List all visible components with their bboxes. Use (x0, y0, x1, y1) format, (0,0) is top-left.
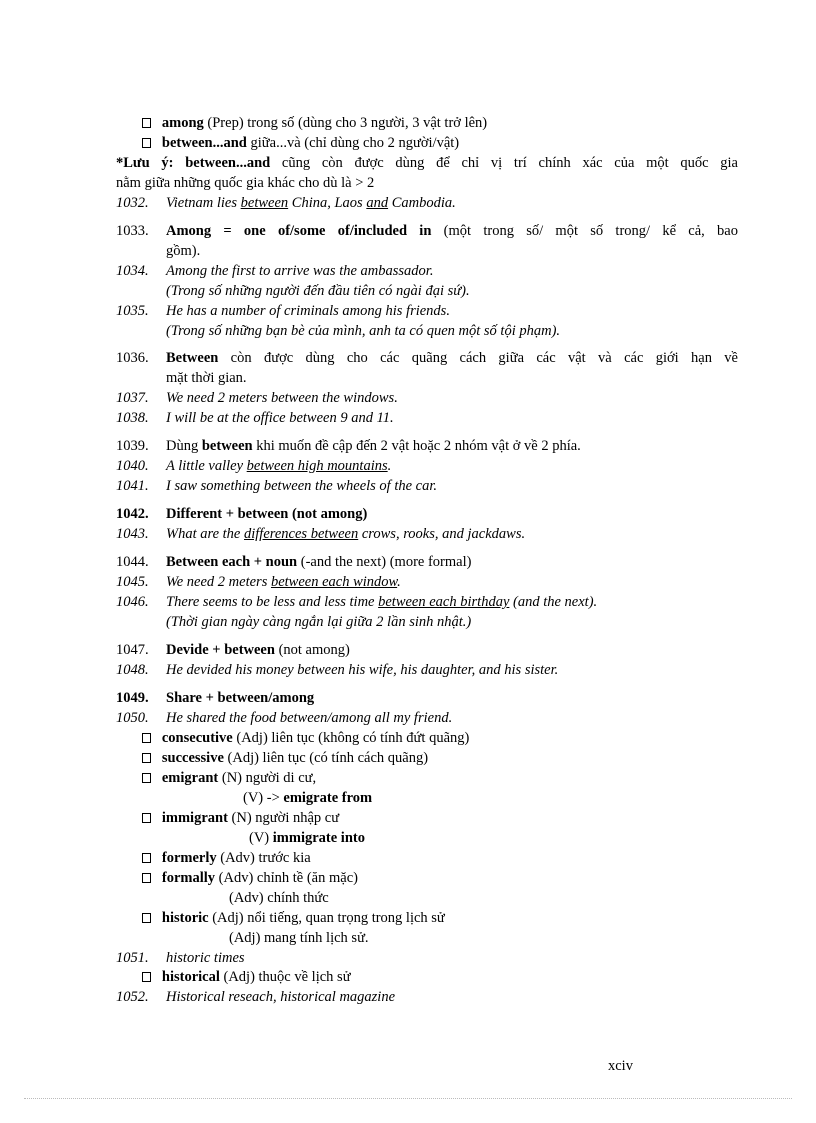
vocab-line-formally-sense2: (Adv) chính thức (229, 890, 329, 906)
vocab-line-between-and: between...and giữa...và (chỉ dùng cho 2 người/vật) (142, 133, 459, 153)
rule-1039: 1039. Dùng between khi muốn đề cập đến 2 vật hoặc 2 nhóm vật ở về 2 phía. (116, 438, 581, 454)
rule-1036: 1036. Between còn được dùng cho các quãng cách giữa các vật và các giới hạn về (116, 350, 738, 366)
checkbox-bullet-icon (142, 138, 151, 148)
vocab-line-emigrant: emigrant (N) người di cư, (142, 768, 316, 788)
example-1046: 1046. There seems to be less and less time between each birthday (and the next). (116, 594, 598, 610)
vocab-line-historic-sense2: (Adj) mang tính lịch sử. (229, 930, 369, 946)
vocab-line-successive: successive (Adj) liên tục (có tính cách quãng) (142, 748, 428, 768)
example-1043: 1043. What are the differences between crows, rooks, and jackdaws. (116, 526, 526, 542)
example-1046-translation: (Thời gian ngày càng ngắn lại giữa 2 lần sinh nhật.) (166, 614, 472, 630)
rule-1047: 1047. Devide + between (not among) (116, 642, 350, 658)
checkbox-bullet-icon (142, 773, 151, 783)
rule-1049: 1049. Share + between/among (116, 690, 315, 706)
vocab-line-emigrant-verb: (V) -> emigrate from (243, 790, 373, 806)
vocab-line-historical: historical (Adj) thuộc về lịch sử (142, 967, 351, 987)
checkbox-bullet-icon (142, 118, 151, 128)
example-1032: 1032. Vietnam lies between China, Laos and Cambodia. (116, 195, 456, 211)
rule-1044: 1044. Between each + noun (-and the next) (more formal) (116, 554, 472, 570)
checkbox-bullet-icon (142, 813, 151, 823)
checkbox-bullet-icon (142, 733, 151, 743)
vocab-line-consecutive: consecutive (Adj) liên tục (không có tính đứt quãng) (142, 728, 469, 748)
checkbox-bullet-icon (142, 913, 151, 923)
rule-1033-continuation: gồm). (166, 243, 201, 259)
note-continuation: nằm giữa những quốc gia khác cho dù là > 2 (116, 175, 375, 191)
page-number: xciv (608, 1058, 633, 1074)
note-paragraph: *Lưu ý: between...and cũng còn được dùng để chỉ vị trí chính xác của một quốc gia (116, 155, 738, 171)
example-1035-translation: (Trong số những bạn bè của mình, anh ta có quen một số tội phạm). (166, 323, 561, 339)
example-1037: 1037. We need 2 meters between the windows. (116, 390, 398, 406)
example-1050: 1050. He shared the food between/among all my friend. (116, 710, 453, 726)
checkbox-bullet-icon (142, 873, 151, 883)
vocab-line-among: among (Prep) trong số (dùng cho 3 người, 3 vật trở lên) (142, 113, 487, 133)
rule-1033: 1033. Among = one of/some of/included in (một trong số/ một số trong/ kể cả, bao (116, 223, 738, 239)
example-1040: 1040. A little valley between high mountains. (116, 458, 392, 474)
vocab-line-immigrant-verb: (V) immigrate into (249, 830, 365, 846)
rule-1036-continuation: mặt thời gian. (166, 370, 247, 386)
example-1034-translation: (Trong số những người đến đầu tiên có ngài đại sứ). (166, 283, 470, 299)
example-1045: 1045. We need 2 meters between each window. (116, 574, 401, 590)
example-1038: 1038. I will be at the office between 9 and 11. (116, 410, 394, 426)
rule-1042: 1042. Different + between (not among) (116, 506, 368, 522)
example-1041: 1041. I saw something between the wheels of the car. (116, 478, 438, 494)
example-1034: 1034. Among the first to arrive was the ambassador. (116, 263, 434, 279)
vocab-line-immigrant: immigrant (N) người nhập cư (142, 808, 339, 828)
vocab-line-formally: formally (Adv) chỉnh tề (ăn mặc) (142, 868, 358, 888)
vocab-line-formerly: formerly (Adv) trước kia (142, 848, 311, 868)
page-bottom-divider (24, 1098, 792, 1099)
checkbox-bullet-icon (142, 753, 151, 763)
example-1052: 1052. Historical reseach, historical magazine (116, 989, 396, 1005)
checkbox-bullet-icon (142, 853, 151, 863)
checkbox-bullet-icon (142, 972, 151, 982)
example-1048: 1048. He devided his money between his wife, his daughter, and his sister. (116, 662, 559, 678)
example-1051: 1051. historic times (116, 950, 245, 966)
vocab-line-historic: historic (Adj) nổi tiếng, quan trọng trong lịch sử (142, 908, 445, 928)
example-1035: 1035. He has a number of criminals among his friends. (116, 303, 450, 319)
